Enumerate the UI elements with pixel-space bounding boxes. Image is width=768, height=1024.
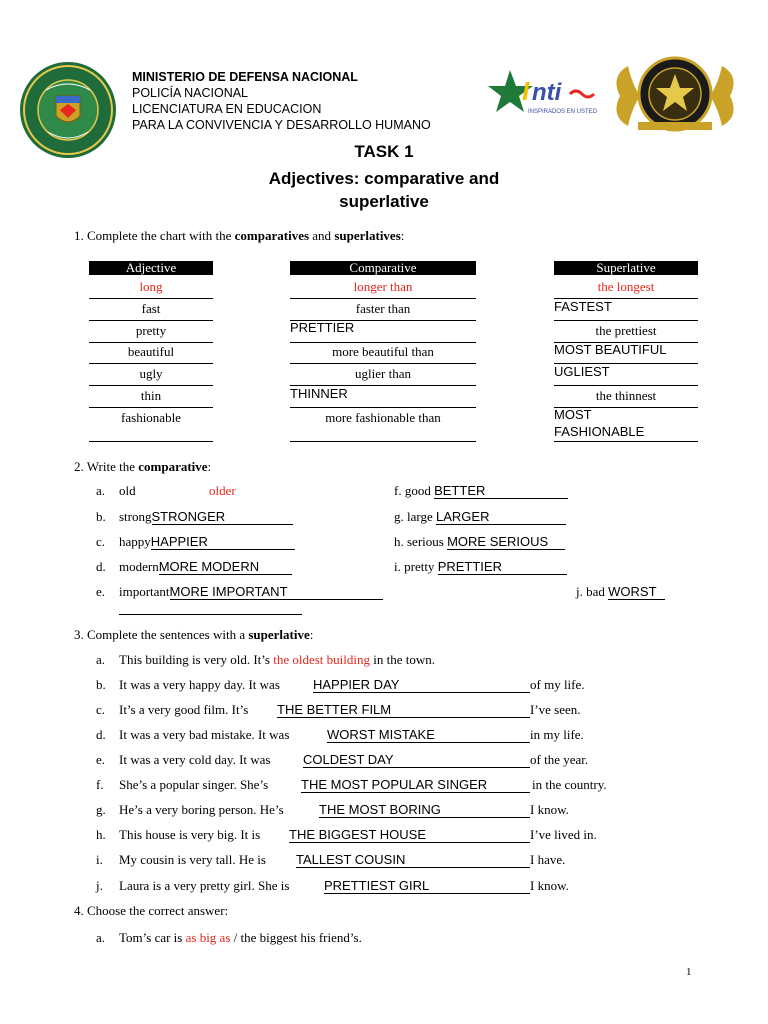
q3-sentence-end: of the year. [530, 752, 589, 767]
chart-superlative: the prettiest [595, 323, 657, 338]
q3-letter: e. [96, 752, 106, 767]
q3-answer: THE BIGGEST HOUSE [289, 827, 530, 843]
q2-word: i. pretty [394, 559, 435, 574]
q3-letter: h. [96, 827, 106, 842]
q2-word: happy [119, 534, 151, 549]
q4-choice: as big as [185, 930, 231, 945]
header-police: POLICÍA NACIONAL [132, 86, 249, 100]
chart-adjective: ugly [139, 366, 163, 381]
q3-sentence: My cousin is very tall. He is [119, 852, 266, 867]
q2-letter: e. [96, 584, 106, 599]
chart-superlative-line2: FASHIONABLE [554, 424, 645, 439]
q2-letter: b. [96, 509, 106, 524]
chart-comparative: PRETTIER [290, 320, 355, 335]
q1-colon: : [400, 228, 405, 243]
q2-text: Write the [86, 459, 135, 474]
q2-item [394, 509, 566, 525]
q2-item [394, 534, 565, 550]
inti-star-logo [488, 66, 606, 126]
q3-sentence-start: This building is very old. It’s [119, 652, 270, 667]
q2-word: j. bad [576, 584, 605, 599]
q3-answer: WORST MISTAKE [327, 727, 530, 743]
q2-answer: LARGER [436, 509, 566, 525]
chart-comparative: more fashionable than [325, 410, 441, 425]
q3-sentence-end: in the town. [373, 652, 435, 667]
chart-comparative: THINNER [290, 386, 348, 401]
q3-answer: PRETTIEST GIRL [324, 878, 530, 894]
col-header-adjective: Adjective [89, 261, 213, 275]
q3-answer: THE MOST POPULAR SINGER [301, 777, 530, 793]
header-program: PARA LA CONVIVENCIA Y DESARROLLO HUMANO [132, 118, 431, 132]
q2-word: f. good [394, 483, 431, 498]
q3-sentence-end: I have. [530, 852, 566, 867]
q1-text: Complete the chart with the [87, 228, 232, 243]
school-crest-logo [610, 56, 740, 134]
chart-adjective: pretty [135, 323, 167, 338]
q2-item [119, 559, 292, 575]
q3-instruction [74, 627, 313, 643]
q2-word: strong [119, 509, 152, 524]
q3-sentence: It was a very happy day. It was [119, 677, 280, 692]
q3-sentence: He’s a very boring person. He’s [119, 802, 284, 817]
q3-sentence-end: I’ve seen. [530, 702, 581, 717]
chart-comparative: faster than [355, 301, 411, 316]
q3-sentence [119, 652, 435, 668]
chart-superlative: MOST BEAUTIFUL [554, 342, 667, 357]
q4-instruction [74, 903, 228, 919]
q2-answer: MORE IMPORTANT [170, 584, 383, 600]
q3-sentence-end: in my life. [530, 727, 584, 742]
q2-answer: BETTER [434, 483, 568, 499]
q3-sentence-end: of my life. [530, 677, 585, 692]
q3-text: Complete the sentences with a [87, 627, 246, 642]
q3-letter: g. [96, 802, 106, 817]
header-degree: LICENCIATURA EN EDUCACION [132, 102, 322, 116]
page-subtitle-line1: Adjectives: comparative and [268, 169, 500, 188]
svg-text:I: I [522, 76, 530, 106]
chart-adjective: thin [140, 388, 162, 403]
q2-word: h. serious [394, 534, 444, 549]
q3-sentence: It was a very bad mistake. It was [119, 727, 290, 742]
q3-letter: b. [96, 677, 106, 692]
chart-superlative: FASTEST [554, 299, 612, 314]
q2-answer: MORE SERIOUS [447, 534, 565, 550]
chart-adjective: fast [141, 301, 161, 316]
q3-sentence: Laura is a very pretty girl. She is [119, 878, 290, 893]
q4-text: Choose the correct answer: [87, 903, 229, 918]
q3-sentence: She’s a popular singer. She’s [119, 777, 269, 792]
q1-number: 1. [74, 228, 84, 243]
chart-superlative: the longest [597, 279, 655, 294]
q2-instruction [74, 459, 211, 475]
q2-word: modern [119, 559, 159, 574]
q3-letter: c. [96, 702, 106, 717]
q3-letter: a. [96, 652, 106, 667]
svg-text:nti: nti [532, 79, 562, 106]
q3-letter: f. [96, 777, 104, 792]
q2-answer: HAPPIER [151, 534, 295, 550]
header-ministry: MINISTERIO DE DEFENSA NACIONAL [132, 70, 358, 84]
q4-sentence-start: Tom’s car is [119, 930, 183, 945]
q2-item [119, 509, 293, 525]
q3-letter: j. [96, 878, 103, 893]
q3-sentence-end: I know. [530, 878, 569, 893]
chart-comparative: uglier than [355, 366, 411, 381]
inti-tagline: INSPIRADOS EN USTED [528, 109, 598, 115]
q3-sentence: It’s a very good film. It’s [119, 702, 249, 717]
q2-item [119, 534, 295, 550]
q3-sentence-end: I’ve lived in. [530, 827, 597, 842]
q1-bold-superlatives: superlatives [334, 228, 401, 243]
q2-word: g. large [394, 509, 433, 524]
q3-answer: THE MOST BORING [319, 802, 530, 818]
q3-sentence-end: in the country. [532, 777, 607, 792]
q3-sentence: This house is very big. It is [119, 827, 261, 842]
q1-bold-comparatives: comparatives [234, 228, 310, 243]
q3-bold: superlative [248, 627, 310, 642]
q2-bold: comparative [138, 459, 208, 474]
q3-colon: : [309, 627, 314, 642]
chart-adjective: long [139, 279, 163, 294]
q2-item [394, 559, 567, 575]
q2-answer: STRONGER [152, 509, 293, 525]
chart-adjective: fashionable [121, 410, 181, 425]
q3-letter: i. [96, 852, 103, 867]
q2-number: 2. [74, 459, 84, 474]
q3-number: 3. [74, 627, 84, 642]
q4-sentence [119, 930, 362, 946]
q2-answer: PRETTIER [438, 559, 567, 575]
q2-colon: : [207, 459, 212, 474]
q2-item [96, 483, 105, 499]
q1-and: and [312, 228, 332, 243]
chart-superlative: UGLIEST [554, 364, 610, 379]
col-header-comparative: Comparative [290, 261, 476, 275]
q2-item [394, 483, 568, 499]
q2-letter: d. [96, 559, 106, 574]
q3-sentence: It was a very cold day. It was [119, 752, 271, 767]
q1-instruction [74, 228, 404, 244]
task-title: TASK 1 [354, 142, 414, 161]
q3-answer: COLDEST DAY [303, 752, 530, 768]
q2-answer: MORE MODERN [159, 559, 292, 575]
col-header-superlative: Superlative [554, 261, 698, 275]
q2-word: old [119, 483, 136, 498]
q3-sentence-end: I know. [530, 802, 569, 817]
q4-letter: a. [96, 930, 106, 945]
chart-comparative: longer than [353, 279, 413, 294]
q4-sentence-end: / the biggest his friend’s. [233, 930, 362, 945]
q2-letter: c. [96, 534, 106, 549]
q3-answer: TALLEST COUSIN [296, 852, 530, 868]
chart-comparative: more beautiful than [332, 344, 434, 359]
chart-adjective: beautiful [127, 344, 175, 359]
q3-answer: THE BETTER FILM [277, 702, 530, 718]
q2-word: important [119, 584, 170, 599]
q2-letter: a. [96, 483, 106, 498]
page-subtitle-line2: superlative [339, 192, 429, 211]
page-number: 1 [686, 966, 692, 978]
q2-item [576, 584, 665, 600]
q4-number: 4. [74, 903, 84, 918]
chart-superlative-line1: MOST [554, 407, 592, 422]
q2-answer: older [209, 483, 236, 498]
q3-answer: the oldest building [273, 652, 370, 667]
q3-letter: d. [96, 727, 106, 742]
chart-superlative: the thinnest [595, 388, 657, 403]
q2-answer: WORST [608, 584, 665, 600]
q2-item [119, 584, 383, 600]
q3-answer: HAPPIER DAY [313, 677, 530, 693]
